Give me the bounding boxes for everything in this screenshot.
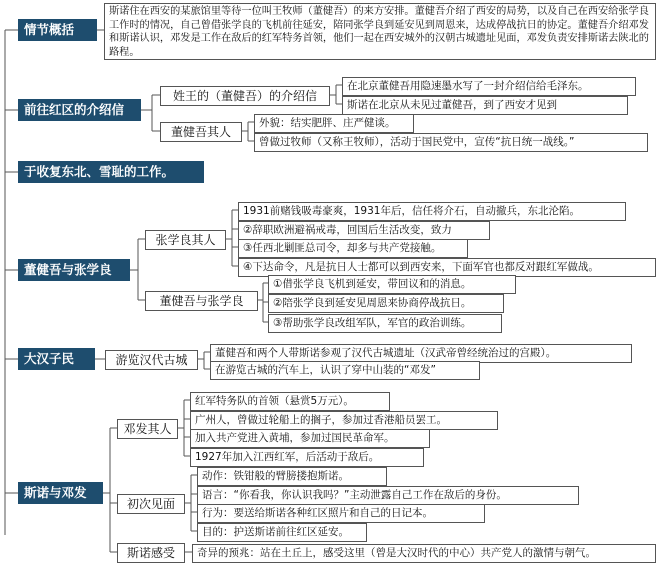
letter-sub1-item-1: 在北京董健吾用隐速墨水写了一封介绍信给毛泽东。 bbox=[342, 77, 636, 96]
letter-sub1-label: 姓王的（董健吾）的介绍信 bbox=[160, 86, 330, 106]
head-snow: 斯诺与邓发 bbox=[18, 482, 103, 504]
head-han: 大汉子民 bbox=[18, 348, 95, 370]
head-recover: 于收复东北、雪耻的工作。 bbox=[18, 161, 204, 183]
snow-sub2-item-3: 行为：要送给斯诺各种红区照片和自己的日记本。 bbox=[197, 504, 485, 523]
han-item-1: 董健吾和两个人带斯诺参观了汉代古城遗址（汉武帝曾经统治过的宫殿）。 bbox=[210, 344, 632, 363]
snow-sub1-item-1: 红军特务队的首领（悬赏5万元）。 bbox=[190, 392, 390, 411]
snow-sub3-label: 斯诺感受 bbox=[117, 543, 185, 563]
letter-sub2-label: 董健吾其人 bbox=[160, 122, 242, 142]
zhang-sub2-item-1: ①借张学良飞机到延安，带回议和的消息。 bbox=[268, 275, 516, 294]
snow-sub2-item-4: 目的：护送斯诺前往红区延安。 bbox=[197, 523, 367, 542]
letter-sub2-item-1: 外貌：结实肥胖、庄严健谈。 bbox=[254, 114, 414, 133]
zhang-sub2-item-3: ③帮助张学良改组军队，军官的政治训练。 bbox=[268, 314, 502, 333]
letter-sub2-item-2: 曾做过牧师（又称王牧师），活动于国民党中，宣传“抗日统一战线。” bbox=[254, 133, 648, 152]
zhang-sub1-item-2: ②辞职欧洲避祸戒毒，回国后生活改变，致力 bbox=[238, 221, 490, 240]
snow-sub1-item-2: 广州人，曾做过轮船上的搁子，参加过香港船员罢工。 bbox=[190, 411, 498, 430]
head-letter: 前往红区的介绍信 bbox=[18, 99, 141, 121]
head-plot: 情节概括 bbox=[18, 19, 97, 41]
zhang-sub1-item-1: 1931前赌钱吸毒豪爽，1931年后，信任将介石，自动撤兵，东北沦陷。 bbox=[238, 202, 626, 221]
han-label: 游览汉代古城 bbox=[105, 350, 198, 370]
zhang-sub1-item-4: ④下达命令，凡是抗日人士都可以到西安来，下面军官也都反对跟红军做战。 bbox=[238, 258, 656, 277]
snow-sub1-label: 邓发其人 bbox=[117, 419, 178, 439]
snow-sub3-item-1: 奇异的预兆：站在土丘上，感受这里（曾是大汉时代的中心）共产党人的激情与朝气。 bbox=[192, 544, 656, 563]
zhang-sub1-item-3: ③任西北剿匪总司令，却多与共产党接触。 bbox=[238, 239, 468, 258]
zhang-sub2-label: 董健吾与张学良 bbox=[145, 291, 258, 311]
zhang-sub1-label: 张学良其人 bbox=[145, 230, 226, 250]
head-zhang: 董健吾与张学良 bbox=[18, 259, 130, 281]
plot-summary: 斯诺住在西安的某旅馆里等待一位叫王牧师（董健吾）的来方安排。董健吾介绍了西安的局势，以及自己在西安给张学良工作时的情况，自己曾借张学良的飞机前往延安，陪同张学良到延安见到周恩来，达成停战抗日的协定。董健吾介绍邓发和斯诺认识，邓发是工作在敌后的红军特务首领，他们一起在西安城外的汉朝古城遗址见面，邓发负责安排斯诺去陕北的路程。 bbox=[104, 3, 656, 60]
snow-sub1-item-3: 加入共产党进入黄埔，参加过国民革命军。 bbox=[190, 429, 430, 448]
letter-sub1-item-2: 斯诺在北京从未见过董健吾，到了西安才见到 bbox=[342, 96, 628, 115]
snow-sub2-item-1: 动作：铁钳般的臂膀搂抱斯诺。 bbox=[197, 467, 387, 486]
zhang-sub2-item-2: ②陪张学良到延安见周恩来协商停战抗日。 bbox=[268, 294, 504, 313]
han-item-2: 在游览古城的汽车上，认识了穿中山装的“邓发” bbox=[210, 361, 480, 380]
snow-sub2-item-2: 语言：“你看我，你认识我吗？”主动泄露自己工作在敌后的身份。 bbox=[197, 486, 579, 505]
snow-sub1-item-4: 1927年加入江西红军，后活动于敌后。 bbox=[190, 448, 424, 467]
snow-sub2-label: 初次见面 bbox=[117, 494, 185, 514]
